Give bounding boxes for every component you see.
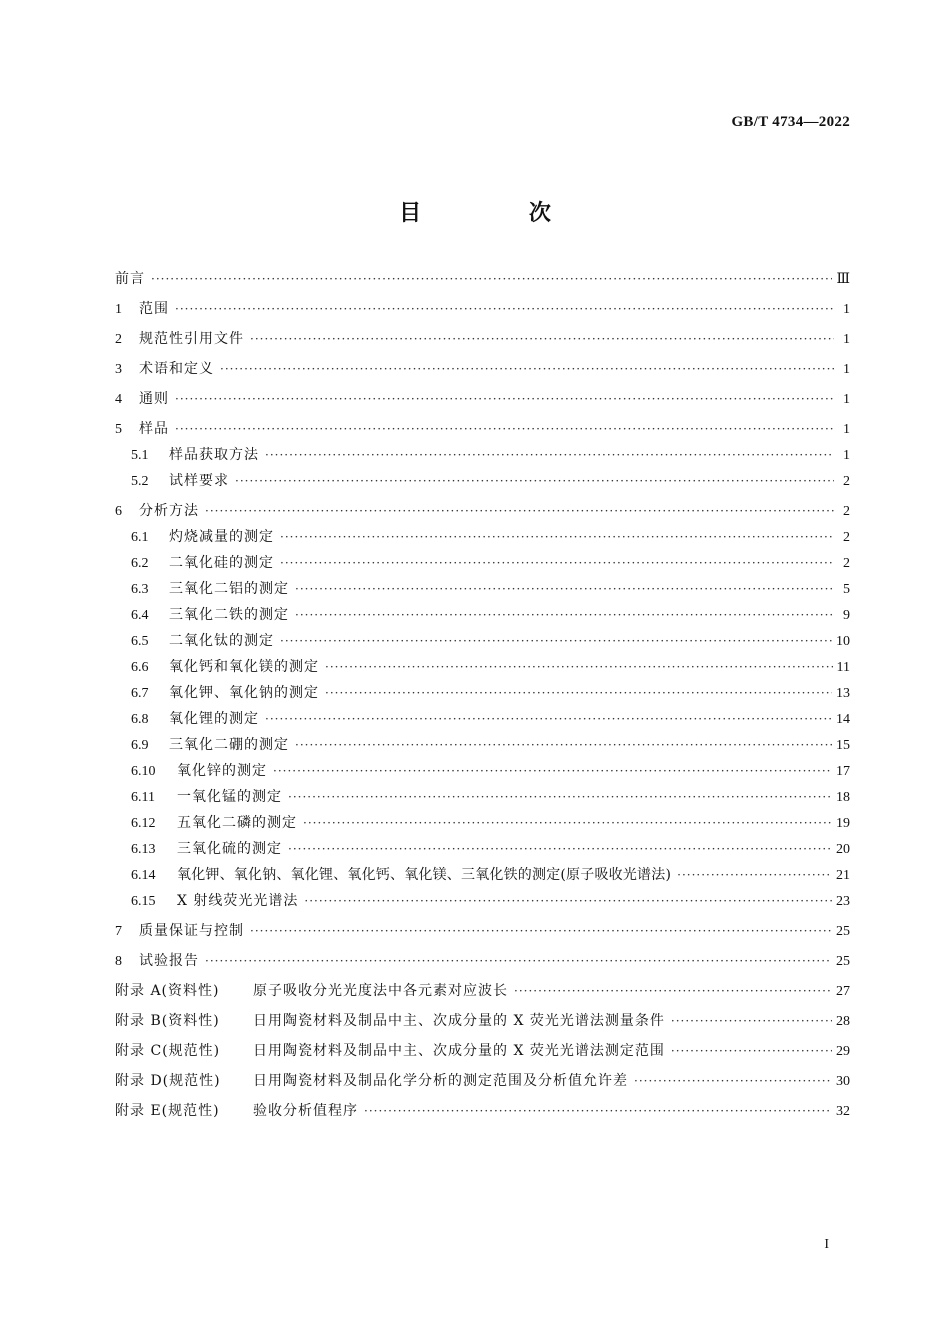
toc-entry-page: 1 — [843, 422, 850, 437]
toc-entry-number: 5.2 — [131, 474, 149, 489]
toc-entry-6-10[interactable] — [115, 762, 850, 781]
toc-entry-title: 三氧化二铁的测定 — [169, 607, 289, 623]
annex-title: 日用陶瓷材料及制品中主、次成分量的 X 荧光光谱法测量条件 — [253, 1013, 665, 1029]
toc-entry-4[interactable] — [115, 390, 850, 409]
dot-leader — [634, 1072, 832, 1090]
dot-leader — [280, 528, 834, 546]
dot-leader — [205, 502, 834, 520]
dot-leader — [175, 390, 834, 408]
dot-leader — [235, 472, 834, 490]
toc-entry-title: X 射线荧光光谱法 — [177, 893, 299, 909]
dot-leader — [514, 982, 832, 1000]
dot-leader — [280, 632, 832, 650]
toc-entry-page: 25 — [836, 924, 850, 939]
toc-entry-title: 氧化钙和氧化镁的测定 — [169, 659, 319, 675]
toc-entry-page: 1 — [843, 332, 850, 347]
toc-entry-title: 三氧化二硼的测定 — [169, 737, 289, 753]
toc-entry-title: 氧化钾、氧化钠的测定 — [169, 685, 319, 701]
table-of-contents — [115, 270, 850, 1121]
dot-leader — [364, 1102, 832, 1120]
toc-entry-5-2[interactable] — [115, 472, 850, 491]
toc-annex-d[interactable] — [115, 1072, 850, 1091]
toc-entry-6-9[interactable] — [115, 736, 850, 755]
toc-entry-6-2[interactable] — [115, 554, 850, 573]
annex-label: 附录 E(规范性) — [115, 1103, 220, 1119]
toc-entry-6[interactable] — [115, 502, 850, 521]
annex-label: 附录 A(资料性) — [115, 983, 220, 999]
toc-entry-page: 14 — [836, 712, 850, 727]
annex-page: 30 — [836, 1074, 850, 1089]
toc-entry-number: 6.6 — [131, 660, 149, 675]
toc-entry-number: 6.8 — [131, 712, 149, 727]
toc-entry-page: 1 — [843, 302, 850, 317]
toc-entry-page: 13 — [836, 686, 850, 701]
toc-entry-number: 6.4 — [131, 608, 149, 623]
dot-leader — [671, 1012, 832, 1030]
toc-entry-3[interactable] — [115, 360, 850, 379]
toc-entry-page: 17 — [836, 764, 850, 779]
toc-entry-page: 19 — [836, 816, 850, 831]
toc-entry-6-3[interactable] — [115, 580, 850, 599]
toc-entry-number: 6.5 — [131, 634, 149, 649]
toc-entry-number: 6.3 — [131, 582, 149, 597]
toc-annex-c[interactable] — [115, 1042, 850, 1061]
dot-leader — [325, 658, 833, 676]
toc-entry-page: 23 — [836, 894, 850, 909]
toc-entry-6-5[interactable] — [115, 632, 850, 651]
dot-leader — [151, 270, 832, 288]
dot-leader — [250, 922, 832, 940]
toc-entry-number: 6.2 — [131, 556, 149, 571]
toc-entry-6-12[interactable] — [115, 814, 850, 833]
toc-entry-page: 1 — [843, 392, 850, 407]
toc-entry-page: 25 — [836, 954, 850, 969]
annex-page: 29 — [836, 1044, 850, 1059]
toc-entry-title: 五氧化二磷的测定 — [177, 815, 297, 831]
toc-entry-6-1[interactable] — [115, 528, 850, 547]
toc-entry-number: 5 — [115, 422, 122, 437]
toc-entry-title: 三氧化硫的测定 — [177, 841, 282, 857]
page-title: 目 次 — [399, 201, 601, 226]
toc-entry-number: 6.11 — [131, 790, 155, 805]
toc-entry-title: 灼烧减量的测定 — [169, 529, 274, 545]
toc-entry-number: 1 — [115, 302, 122, 317]
toc-entry-6-15[interactable] — [115, 892, 850, 911]
toc-entry-page: 2 — [843, 530, 850, 545]
toc-entry-title: 样品获取方法 — [169, 447, 259, 463]
toc-entry-page: 11 — [836, 660, 850, 675]
toc-entry-title: 一氧化锰的测定 — [177, 789, 282, 805]
toc-entry-6-11[interactable] — [115, 788, 850, 807]
dot-leader — [295, 580, 834, 598]
toc-entry-number: 6.12 — [131, 816, 156, 831]
toc-entry-number: 6.14 — [131, 868, 156, 883]
dot-leader — [295, 736, 832, 754]
annex-label: 附录 B(资料性) — [115, 1013, 220, 1029]
dot-leader — [288, 788, 832, 806]
dot-leader — [304, 892, 832, 910]
dot-leader — [295, 606, 834, 624]
toc-entry-page: 20 — [836, 842, 850, 857]
toc-entry-title: 氧化钾、氧化钠、氧化锂、氧化钙、氧化镁、三氧化铁的测定(原子吸收光谱法) — [177, 867, 672, 883]
dot-leader — [205, 952, 832, 970]
toc-entry-6-7[interactable] — [115, 684, 850, 703]
dot-leader — [325, 684, 832, 702]
toc-entry-title: 二氧化钛的测定 — [169, 633, 274, 649]
toc-entry-number: 6.7 — [131, 686, 149, 701]
toc-entry-number: 6.10 — [131, 764, 156, 779]
toc-entry-page: 1 — [843, 362, 850, 377]
toc-annex-b[interactable] — [115, 1012, 850, 1031]
dot-leader — [265, 710, 832, 728]
toc-entry-5-1[interactable] — [115, 446, 850, 465]
dot-leader — [303, 814, 832, 832]
toc-entry-title: 前言 — [115, 271, 145, 287]
toc-entry-page: 18 — [836, 790, 850, 805]
annex-page: 32 — [836, 1104, 850, 1119]
toc-entry-title: 试样要求 — [169, 473, 229, 489]
toc-entry-page: 9 — [843, 608, 850, 623]
toc-entry-number: 2 — [115, 332, 122, 347]
toc-entry-title: 氧化锂的测定 — [169, 711, 259, 727]
dot-leader — [280, 554, 834, 572]
toc-entry-page: 2 — [843, 504, 850, 519]
toc-entry-title: 规范性引用文件 — [139, 331, 244, 347]
toc-entry-title: 范围 — [139, 301, 169, 317]
toc-entry-5[interactable] — [115, 420, 850, 439]
toc-entry-number: 6.1 — [131, 530, 149, 545]
dot-leader — [288, 840, 832, 858]
toc-entry-number: 6.15 — [131, 894, 156, 909]
toc-entry-title: 二氧化硅的测定 — [169, 555, 274, 571]
toc-entry-7[interactable] — [115, 922, 850, 941]
dot-leader — [265, 446, 834, 464]
toc-entry-number: 6.13 — [131, 842, 156, 857]
toc-entry-number: 4 — [115, 392, 122, 407]
toc-entry-page: 2 — [843, 474, 850, 489]
toc-entry-page: 15 — [836, 738, 850, 753]
toc-entry-foreword[interactable] — [115, 270, 850, 289]
toc-entry-title: 试验报告 — [139, 953, 199, 969]
annex-title: 原子吸收分光光度法中各元素对应波长 — [253, 983, 508, 999]
toc-entry-6-4[interactable] — [115, 606, 850, 625]
toc-entry-page: 2 — [843, 556, 850, 571]
annex-page: 28 — [836, 1014, 850, 1029]
annex-title: 日用陶瓷材料及制品化学分析的测定范围及分析值允许差 — [253, 1073, 628, 1089]
dot-leader — [250, 330, 834, 348]
toc-entry-2[interactable] — [115, 330, 850, 349]
toc-entry-6-6[interactable] — [115, 658, 850, 677]
toc-entry-page: 21 — [836, 868, 850, 883]
toc-annex-a[interactable] — [115, 982, 850, 1001]
toc-entry-page: 5 — [843, 582, 850, 597]
annex-label: 附录 C(规范性) — [115, 1043, 221, 1059]
toc-entry-title: 三氧化二铝的测定 — [169, 581, 289, 597]
dot-leader — [273, 762, 832, 780]
toc-entry-page: 10 — [836, 634, 850, 649]
annex-title: 日用陶瓷材料及制品中主、次成分量的 X 荧光光谱法测定范围 — [253, 1043, 665, 1059]
toc-entry-6-13[interactable] — [115, 840, 850, 859]
toc-entry-6-14[interactable] — [115, 866, 850, 885]
toc-entry-number: 5.1 — [131, 448, 149, 463]
dot-leader — [671, 1042, 832, 1060]
toc-entry-title: 术语和定义 — [139, 361, 214, 377]
annex-title: 验收分析值程序 — [253, 1103, 358, 1119]
toc-entry-8[interactable] — [115, 952, 850, 971]
standard-code: GB/T 4734—2022 — [731, 114, 850, 130]
annex-page: 27 — [836, 984, 850, 999]
annex-label: 附录 D(规范性) — [115, 1073, 221, 1089]
toc-entry-1[interactable] — [115, 300, 850, 319]
toc-entry-number: 3 — [115, 362, 122, 377]
toc-entry-title: 氧化锌的测定 — [177, 763, 267, 779]
toc-entry-number: 6.9 — [131, 738, 149, 753]
page-number: I — [824, 1237, 829, 1252]
dot-leader — [175, 420, 834, 438]
dot-leader — [175, 300, 834, 318]
toc-entry-6-8[interactable] — [115, 710, 850, 729]
toc-entry-number: 8 — [115, 954, 122, 969]
toc-entry-page: 1 — [843, 448, 850, 463]
toc-entry-title: 质量保证与控制 — [139, 923, 244, 939]
toc-annex-e[interactable] — [115, 1102, 850, 1121]
toc-entry-title: 通则 — [139, 391, 169, 407]
toc-entry-page: Ⅲ — [836, 272, 850, 287]
toc-entry-title: 样品 — [139, 421, 169, 437]
toc-entry-number: 7 — [115, 924, 122, 939]
toc-entry-number: 6 — [115, 504, 122, 519]
toc-entry-title: 分析方法 — [139, 503, 199, 519]
dot-leader — [220, 360, 834, 378]
dot-leader — [677, 866, 832, 884]
